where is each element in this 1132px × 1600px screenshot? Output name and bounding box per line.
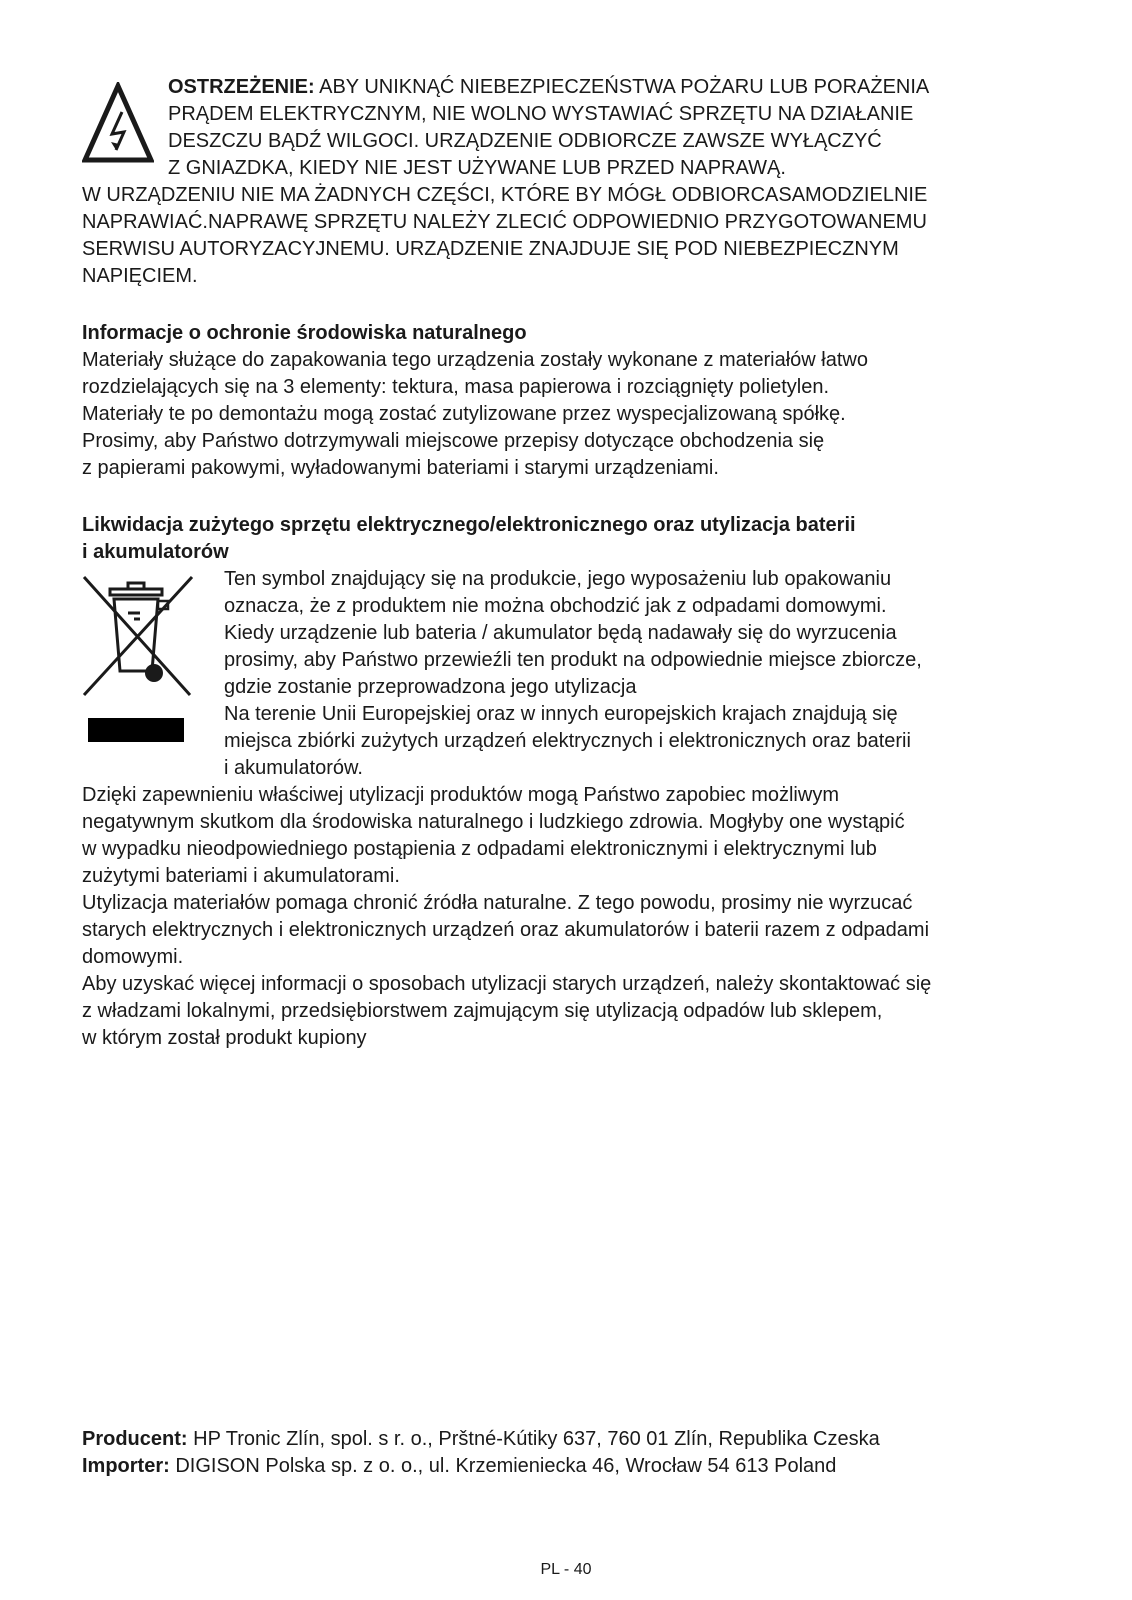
environment-line: rozdzielających się na 3 elementy: tektura, masa papierowa i rozciągnięty polietylen. — [82, 376, 830, 398]
high-voltage-warning-icon — [82, 82, 154, 164]
disposal-body — [82, 782, 1092, 1052]
producer-line: Producent: HP Tronic Zlín, spol. s r. o., Prštné-Kútiky 637, 760 01 Zlín, Republika Czeska — [82, 1428, 880, 1450]
environment-heading: Informacje o ochronie środowiska naturalnego — [82, 322, 527, 344]
disposal-body-line: w którym został produkt kupiony — [82, 1027, 367, 1049]
importer-line: Importer: DIGISON Polska sp. z o. o., ul. Krzemieniecka 46, Wrocław 54 613 Poland — [82, 1455, 837, 1477]
environment-line: Materiały służące do zapakowania tego urządzenia zostały wykonane z materiałów łatwo — [82, 349, 868, 371]
disposal-heading: Likwidacja zużytego sprzętu elektrycznego/elektronicznego oraz utylizacja baterii i akumulatorów — [82, 514, 856, 563]
disposal-body-line: Utylizacja materiałów pomaga chronić źródła naturalne. Z tego powodu, prosimy nie wyrzucać — [82, 892, 913, 914]
disposal-body-line: Aby uzyskać więcej informacji o sposobach utylizacji starych urządzeń, należy skontaktować się — [82, 973, 932, 995]
environment-line: Prosimy, aby Państwo dotrzymywali miejscowe przepisy dotyczące obchodzenia się — [82, 430, 825, 452]
disposal-body-line: domowymi. — [82, 946, 184, 968]
disposal-line: Na terenie Unii Europejskiej oraz w innych europejskich krajach znajdują się — [224, 703, 898, 725]
disposal-body-line: zużytymi bateriami i akumulatorami. — [82, 865, 400, 887]
disposal-line: gdzie zostanie przeprowadzona jego utylizacja — [224, 676, 637, 698]
warning-cont-line: SERWISU AUTORYZACYJNEMU. URZĄDZENIE ZNAJDUJE SIĘ POD NIEBEZPIECZNYM — [82, 238, 899, 260]
warning-cont-line: W URZĄDZENIU NIE MA ŻADNYCH CZĘŚCI, KTÓRE BY MÓGŁ ODBIORCASAMODZIELNIE — [82, 184, 928, 206]
disposal-line: i akumulatorów. — [224, 757, 363, 779]
warning-line-3: DESZCZU BĄDŹ WILGOCI. URZĄDZENIE ODBIORCZE ZAWSZE WYŁĄCZYĆ — [168, 130, 882, 152]
disposal-body-line: w wypadku nieodpowiedniego postąpienia z odpadami elektronicznymi i elektrycznymi lub — [82, 838, 877, 860]
environment-section — [82, 320, 1082, 482]
warning-line-2: PRĄDEM ELEKTRYCZNYM, NIE WOLNO WYSTAWIAĆ SPRZĘTU NA DZIAŁANIE — [168, 103, 914, 125]
warning-line-1: OSTRZEŻENIE: ABY UNIKNĄĆ NIEBEZPIECZEŃSTWA POŻARU LUB PORAŻENIA — [168, 76, 930, 98]
warning-cont-line: NAPRAWIAĆ.NAPRAWĘ SPRZĘTU NALEŻY ZLECIĆ ODPOWIEDNIO PRZYGOTOWANEMU — [82, 211, 927, 233]
disposal-body-line: starych elektrycznych i elektronicznych urządzeń oraz akumulatorów i baterii razem z odpadami — [82, 919, 930, 941]
disposal-line: Kiedy urządzenie lub bateria / akumulator będą nadawały się do wyrzucenia — [224, 622, 897, 644]
disposal-line: prosimy, aby Państwo przewieźli ten produkt na odpowiednie miejsce zbiorcze, — [224, 649, 922, 671]
warning-text — [168, 74, 1068, 182]
warning-cont-line: NAPIĘCIEM. — [82, 265, 198, 287]
disposal-symbol-text — [224, 566, 1104, 782]
disposal-body-line: Dzięki zapewnieniu właściwej utylizacji produktów mogą Państwo zapobiec możliwym — [82, 784, 839, 806]
warning-label: OSTRZEŻENIE: — [168, 76, 315, 98]
disposal-line: oznacza, że z produktem nie można obchodzić jak z odpadami domowymi. — [224, 595, 887, 617]
environment-line: Materiały te po demontażu mogą zostać zutylizowane przez wyspecjalizowaną spółkę. — [82, 403, 846, 425]
page-number: PL - 40 — [540, 1561, 592, 1578]
disposal-line: miejsca zbiórki zużytych urządzeń elektrycznych i elektronicznych oraz baterii — [224, 730, 911, 752]
footer — [82, 1426, 1082, 1480]
disposal-body-line: negatywnym skutkom dla środowiska naturalnego i ludzkiego zdrowia. Mogłyby one wystąpić — [82, 811, 905, 833]
disposal-body-line: z władzami lokalnymi, przedsiębiorstwem zajmującym się utylizacją odpadów lub sklepem, — [82, 1000, 883, 1022]
disposal-line: Ten symbol znajdujący się na produkcie, jego wyposażeniu lub opakowaniu — [224, 568, 892, 590]
warning-continuation — [82, 182, 1082, 290]
crossed-out-wheelie-bin-icon — [80, 573, 200, 753]
environment-line: z papierami pakowymi, wyładowanymi bateriami i starymi urządzeniami. — [82, 457, 719, 479]
warning-line-4: Z GNIAZDKA, KIEDY NIE JEST UŻYWANE LUB PRZED NAPRAWĄ. — [168, 157, 786, 179]
